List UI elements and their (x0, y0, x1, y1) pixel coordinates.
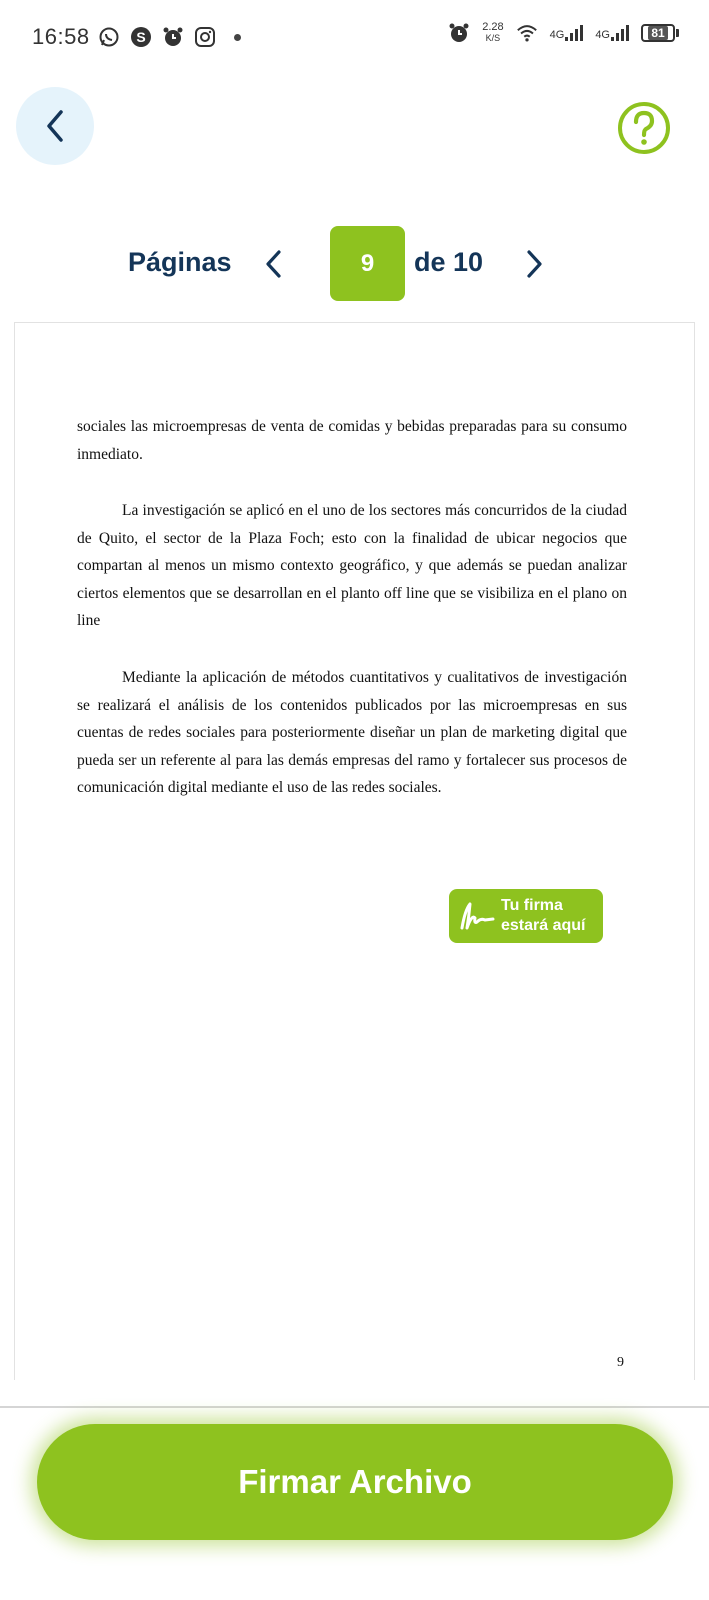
document-page[interactable] (14, 322, 695, 1380)
speed-unit: K/S (485, 33, 501, 43)
net2-label: 4G (595, 29, 610, 41)
signal-4g-secondary-icon (595, 25, 629, 41)
speed-value: 2.28 (482, 21, 504, 33)
status-time: 16:58 (32, 24, 90, 49)
skype-icon (130, 26, 152, 48)
signature-line1: Tu firma (501, 897, 563, 914)
current-page-input[interactable]: 9 (330, 226, 405, 301)
whatsapp-icon (98, 26, 120, 48)
more-notifications-icon (234, 34, 241, 41)
previous-page-button[interactable] (262, 248, 286, 280)
document-paragraph: sociales las microempresas de venta de comidas y bebidas preparadas para su consumo inmediato. (77, 418, 627, 463)
notification-icons (98, 26, 241, 48)
alarm-clock-icon (162, 26, 184, 48)
pages-label: Páginas (128, 247, 232, 277)
battery-level: 81 (648, 26, 667, 40)
bottom-divider (0, 1406, 709, 1408)
sign-file-button[interactable]: Firmar Archivo (37, 1424, 673, 1540)
chevron-right-icon (522, 248, 546, 280)
page-number: 9 (617, 1355, 624, 1370)
signature-line2: estará aquí (501, 917, 586, 934)
wifi-icon (516, 22, 538, 44)
back-button[interactable] (16, 87, 94, 165)
signature-text (501, 896, 585, 936)
status-bar (0, 0, 709, 78)
question-circle-icon (617, 101, 671, 155)
net1-label: 4G (549, 29, 565, 41)
document-paragraph: Mediante la aplicación de métodos cuantitativos y cualitativos de investigación se realizará el análisis de los contenidos publicados por las microempresas en sus cuentas de redes sociales para posteriormente diseñar un plan de marketing digital que pueda ser un referente al para las demás empresas del ramo y fortalecer sus procesos de comunicación digital mediante el uso de las redes sociales. (77, 669, 627, 796)
next-page-button[interactable] (522, 248, 546, 280)
chevron-left-icon (43, 108, 67, 144)
instagram-icon (194, 26, 216, 48)
signature-placeholder[interactable] (449, 889, 603, 943)
total-pages-label: de 10 (414, 247, 484, 277)
network-speed (482, 22, 503, 44)
signal-4g-icon (550, 25, 584, 41)
chevron-left-icon (262, 248, 286, 280)
signature-icon (457, 896, 497, 936)
alarm-icon (448, 22, 470, 44)
system-icons (448, 22, 679, 44)
svg-text:S: S (136, 29, 146, 45)
document-paragraph: La investigación se aplicó en el uno de los sectores más concurridos de la ciudad de Quito, el sector de la Plaza Foch; esto con la finalidad de ubicar negocios que compartan al menos un mismo contexto geográfico, y que además se puedan analizar ciertos elementos que se desarrollan en el planto off line que se visibiliza en el plano on line (77, 502, 627, 629)
help-button[interactable] (617, 101, 671, 155)
battery-icon (641, 24, 679, 42)
